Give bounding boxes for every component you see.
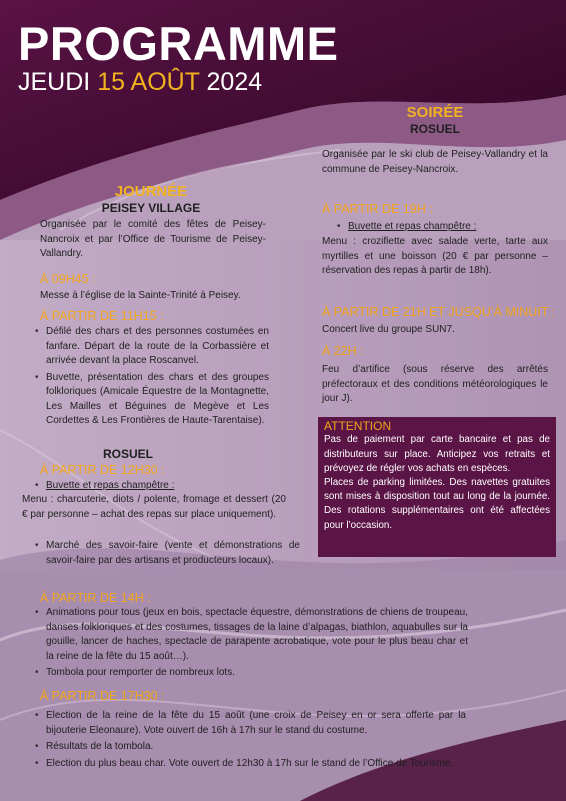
date-suffix: 2024 xyxy=(199,68,263,96)
journee-heading-1115: À PARTIR DE 11H15 : xyxy=(40,309,164,323)
soiree-concert: Concert live du groupe SUN7. xyxy=(322,324,455,335)
rosuel-heading-14h: À PARTIR DE 14H : xyxy=(40,591,151,605)
journee-subtitle: PEISEY VILLAGE xyxy=(101,200,201,215)
list-item: • Buvette et repas champêtre : xyxy=(46,479,286,494)
attention-payment: Pas de paiement par carte bancaire et pas de distributeurs sur place. Anticipez vos retraits et prévoyez de régler vos achats en espèces. xyxy=(324,434,550,474)
list-item: • Election de la reine de la fête du 15 août (une croix de Peisey en or sera offerte par la bijouterie Eleonaure). Vote ouvert de 16h à 17h sur le stand du costume. xyxy=(46,709,466,738)
soiree-title: SOIRÉE xyxy=(406,104,464,121)
attention-parking: Places de parking limitées. Des navettes gratuites sont mises à disposition tout au long de la journée. Des rotations supplémentaires ont été affectées pour l’occasion. xyxy=(324,477,550,531)
journee-list xyxy=(32,325,269,431)
rosuel-heading-1230: À PARTIR DE 12H30 : xyxy=(40,463,165,477)
attention-title: ATTENTION xyxy=(324,419,392,433)
journee-title: JOURNÉE xyxy=(114,183,188,200)
list-item: • Buvette et repas champêtre : xyxy=(348,220,564,235)
soiree-heading-19h: À PARTIR DE 19H : xyxy=(322,202,433,216)
soiree-heading-22h: À 22H : xyxy=(322,344,364,358)
list-item: • Election du plus beau char. Vote ouvert de 12h30 à 17h sur le stand de l’Office de Tourisme. xyxy=(46,757,466,772)
soiree-header xyxy=(310,105,560,136)
soiree-menu: Menu : croziflette avec salade verte, tarte aux myrtilles et une boisson (20 € par personne – réservation des repas à partir de 18h). xyxy=(322,236,548,276)
rosuel-list-3 xyxy=(32,606,468,683)
list-item: • Marché des savoir-faire (vente et démonstrations de savoir-faire par des artisans et producteurs locaux). xyxy=(46,539,300,568)
soiree-feu: Feu d’artifice (sous réserve des arrêtés préfectoraux et des conditions météorologiques le jour J). xyxy=(322,364,548,404)
journee-header xyxy=(30,184,272,215)
soiree-heading-21h: À PARTIR DE 21H ET JUSQU’À MINUIT : xyxy=(322,305,556,319)
rosuel-heading-1730: À PARTIR DE 17H30 : xyxy=(40,689,165,703)
rosuel-day-title: ROSUEL xyxy=(102,447,153,461)
journee-messe: Messe à l’église de la Sainte-Trinité à Peisey. xyxy=(40,290,241,301)
attention-box xyxy=(318,417,556,557)
page-title: PROGRAMME xyxy=(18,17,339,70)
date-prefix: JEUDI xyxy=(18,68,98,96)
journee-heading-0945: À 09H45 : xyxy=(40,272,96,286)
date-highlight: 15 AOÛT xyxy=(97,68,200,96)
rosuel-list-4 xyxy=(32,709,466,773)
list-item: • Défilé des chars et des personnes costumées en fanfare. Départ de la route de la Corbassière et arrivée devant la place Roscanvel. xyxy=(46,325,269,369)
journee-intro: Organisée par le comité des fêtes de Peisey-Nancroix et par l’Office de Tourisme de Peisey-Vallandry. xyxy=(40,219,266,259)
list-item: • Buvette, présentation des chars et des groupes folkloriques (Amicale Équestre de la Montagnette, Les Mailles et Béguines de Megève et Les Cordettes & Les Frontières de Haute-Tarentaise). xyxy=(46,371,269,429)
rosuel-list-2 xyxy=(32,539,300,570)
list-item: • Résultats de la tombola. xyxy=(46,740,466,755)
soiree-subtitle: ROSUEL xyxy=(409,121,460,136)
soiree-intro: Organisée par le ski club de Peisey-Vallandry et la commune de Peisey-Nancroix. xyxy=(322,149,548,175)
list-item: • Animations pour tous (jeux en bois, spectacle équestre, démonstrations de chiens de troupeau, danses folkloriques et des costumes, tissages de la laine d’alpagas, biathlon, aquabulles sur la gouille, lancer de haches, spectacle de parapente acrobatique, vote pour le plus beau char et la reine de la fête du 15 août…). xyxy=(46,606,468,664)
list-item: • Tombola pour remporter de nombreux lots. xyxy=(46,666,468,681)
event-date xyxy=(18,67,262,97)
rosuel-menu: Menu : charcuterie, diots / polente, fromage et dessert (20 € par personne – achat des repas sur place uniquement). xyxy=(22,494,286,520)
